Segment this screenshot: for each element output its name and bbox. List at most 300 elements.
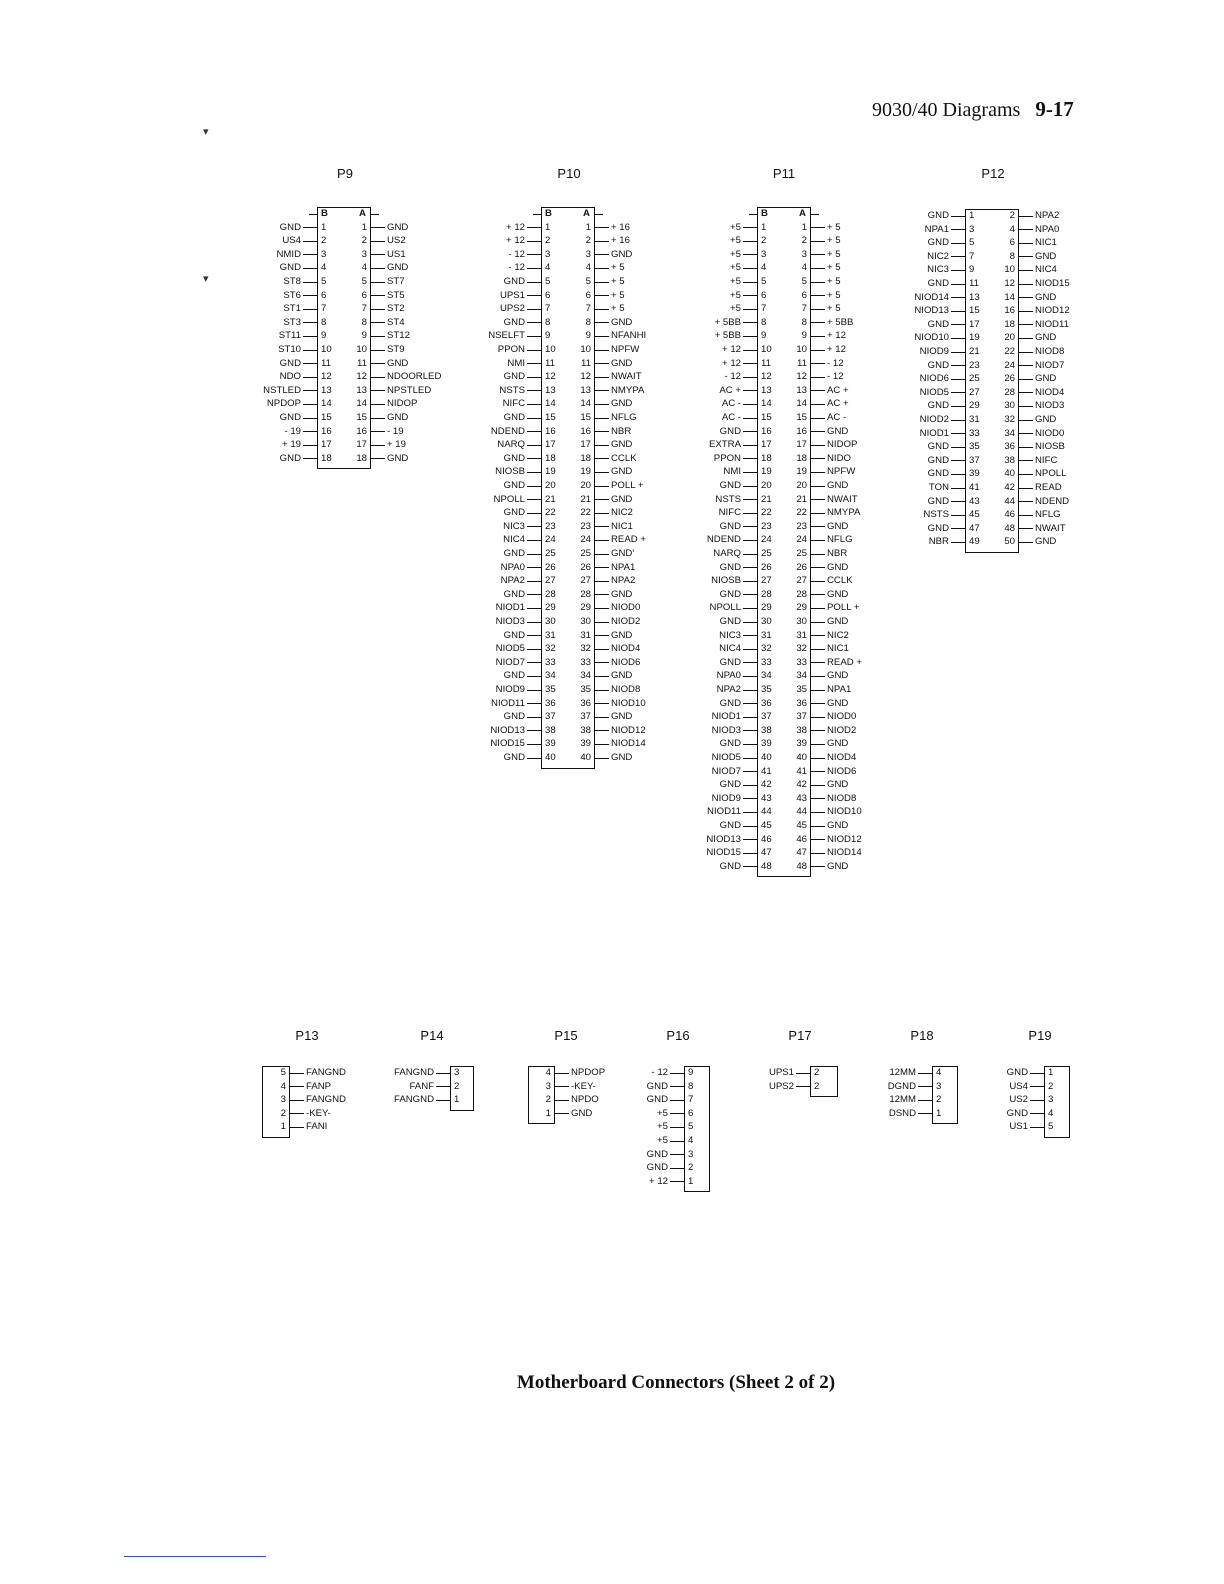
pin-signal-right: GND (827, 697, 849, 709)
pin-number-left: 13 (761, 384, 772, 396)
pin-signal-left: NIOSB (495, 466, 525, 478)
lead-line (1019, 243, 1033, 244)
pin-number-left: 14 (545, 398, 556, 410)
pin-number: 2 (814, 1080, 820, 1092)
lead-line (811, 703, 825, 704)
pin-signal-right: ST12 (387, 330, 410, 342)
pin-number-right: 39 (796, 738, 807, 750)
pin-row (0, 236, 1224, 250)
pin-number-left: 38 (761, 724, 772, 736)
pin-number-right: 15 (580, 412, 591, 423)
pin-signal-right: NIC2 (611, 507, 633, 519)
pin-signal-right: + 12 (827, 330, 846, 342)
pin-signal-left: NPA0 (500, 561, 525, 573)
column-label-b: B (545, 208, 552, 219)
pin-signal-left: NDEND (490, 425, 525, 437)
lead-line (670, 1154, 684, 1155)
pin-signal: DGND (887, 1080, 916, 1092)
pin-number-left: 10 (545, 344, 556, 355)
pin-signal-right: + 5 (827, 235, 841, 247)
lead-line (743, 717, 757, 718)
pin-row (0, 372, 1224, 386)
pin-signal-left: GND (719, 588, 741, 600)
pin-signal-left: GND (503, 548, 525, 559)
pin-signal-left: GND (503, 412, 525, 423)
pin-signal-left: NPA2 (716, 684, 741, 695)
pin-signal-left: NIOD1 (711, 711, 741, 723)
pin-signal-left: GND (503, 316, 525, 328)
pin-number-right: 5 (801, 276, 807, 287)
page-number: 9-17 (1035, 97, 1074, 121)
pin-number-right: 48 (1004, 522, 1015, 534)
pin-signal-right: - 19 (387, 425, 404, 437)
pin-signal-left: GND (927, 359, 949, 371)
lead-line (1019, 542, 1033, 543)
pin-number-right: 2 (585, 235, 591, 247)
pin-signal: -KEY- (306, 1107, 331, 1119)
pin-number-left: 10 (321, 344, 332, 355)
lead-line (670, 1168, 684, 1169)
pin-signal-left: NIOD14 (914, 291, 949, 303)
pin-row (0, 860, 1224, 874)
pin-signal: +5 (657, 1135, 668, 1146)
pin-number-right: 37 (796, 711, 807, 723)
pin-signal-right: NIC4 (1035, 264, 1057, 276)
pin-number: 7 (688, 1094, 694, 1106)
pin-number-left: 2 (545, 235, 551, 247)
pin-number-left: 3 (321, 248, 327, 260)
pin-number: 8 (688, 1080, 694, 1092)
pin-number-right: 7 (801, 303, 807, 315)
connector-title: P13 (295, 1028, 319, 1043)
pin-signal-right: AC + (827, 384, 849, 396)
pin-number: 3 (280, 1094, 286, 1106)
pin-signal-right: ST5 (387, 289, 405, 301)
pin-number-right: 30 (580, 616, 591, 627)
pin-number-left: 27 (969, 386, 980, 398)
connector-title: P16 (666, 1028, 690, 1043)
pin-signal-right: US1 (387, 248, 406, 260)
connector-title: P18 (910, 1028, 934, 1043)
pin-number-right: 6 (801, 289, 807, 301)
lead-line (1019, 284, 1033, 285)
pin-signal: -KEY- (571, 1080, 596, 1092)
pin-number-right: 18 (796, 452, 807, 464)
lead-line (811, 554, 825, 555)
pin-signal-left: GND (719, 860, 741, 872)
pin-signal-right: NPFW (611, 344, 640, 355)
pin-number-right: 24 (1004, 359, 1015, 371)
pin-signal-right: ST7 (387, 276, 405, 287)
pin-signal-left: NIOD15 (706, 847, 741, 859)
pin-signal: NPDOP (571, 1067, 606, 1078)
pin-row (0, 495, 1224, 509)
pin-number-right: 42 (796, 779, 807, 791)
pin-signal-left: GND (279, 452, 301, 464)
pin-number-left: 7 (321, 303, 327, 315)
pin-signal-left: - 12 (508, 248, 525, 260)
pin-row (0, 209, 1224, 223)
pin-number-left: 17 (545, 439, 556, 451)
pin-number-left: 7 (545, 303, 551, 315)
column-label-a: A (799, 208, 806, 219)
pin-signal-right: NIOD0 (1035, 427, 1065, 439)
pin-number-left: 33 (969, 427, 980, 439)
pin-signal-right: NBR (827, 548, 848, 559)
pin-number-left: 23 (545, 520, 556, 532)
pin-number-right: 5 (361, 276, 367, 287)
lead-line (811, 744, 825, 745)
pin-row (0, 467, 1224, 481)
pin-number-left: 39 (761, 738, 772, 750)
pin-signal-left: NIC4 (503, 534, 525, 546)
connector-title: P10 (557, 166, 581, 181)
lead-line (811, 567, 825, 568)
pin-row (0, 386, 1224, 400)
pin-signal-left: GND (719, 697, 741, 709)
pin-signal-left: +5 (730, 221, 741, 233)
pin-signal-right: + 19 (387, 439, 406, 451)
column-label-b: B (321, 208, 328, 219)
pin-signal-right: NIOD0 (827, 711, 857, 723)
pin-signal-right: NIOD2 (827, 724, 857, 736)
pin-signal-left: ST3 (283, 316, 301, 328)
pin-signal-right: + 5 (827, 289, 841, 301)
pin-number-left: 17 (761, 439, 772, 451)
pin-number-right: 8 (1009, 250, 1015, 262)
lead-line (1019, 352, 1033, 353)
pin-number-right: 4 (361, 262, 367, 274)
pin-signal-right: NPA2 (1035, 210, 1060, 221)
pin-number-left: 28 (545, 588, 556, 600)
pin-number-right: 33 (796, 656, 807, 668)
lead-line (1019, 229, 1033, 230)
pin-number-left: 27 (761, 575, 772, 587)
pin-row (0, 454, 1224, 468)
pin-signal-left: GND (503, 276, 525, 287)
pin-number-right: 46 (796, 833, 807, 845)
pin-signal-right: GND (611, 466, 633, 478)
pin-signal-left: +5 (730, 303, 741, 315)
pin-signal-left: NIOSB (711, 575, 741, 587)
pin-signal: UPS1 (768, 1067, 794, 1078)
pin-signal-right: + 5 (827, 303, 841, 315)
pin-signal-right: GND (827, 779, 849, 791)
pin-signal-right: + 5 (611, 262, 625, 274)
pin-signal-right: + 5 (827, 276, 841, 287)
pin-signal-left: + 12 (506, 235, 525, 247)
pin-signal-right: NIC1 (827, 643, 849, 655)
pin-signal-left: NIC3 (503, 520, 525, 532)
pin-number-right: 10 (796, 344, 807, 355)
pin-number-left: 19 (761, 466, 772, 478)
pin-signal: US1 (1009, 1121, 1028, 1133)
pin-signal-left: GND (719, 520, 741, 532)
pin-number-right: 33 (580, 656, 591, 668)
pin-number-left: 23 (761, 520, 772, 532)
pin-signal-right: NIOD6 (827, 765, 857, 777)
pin-signal-right: + 5BB (827, 316, 854, 328)
lead-line (811, 771, 825, 772)
pin-signal-left: NDEND (706, 534, 741, 546)
pin-signal-right: NIOD6 (611, 656, 641, 668)
pin-number-left: 37 (969, 454, 980, 466)
pin-signal-right: NPA2 (611, 575, 636, 587)
pin-number-right: 4 (801, 262, 807, 274)
lead-line (951, 365, 965, 366)
pin-number-right: 14 (356, 398, 367, 410)
pin-signal-left: NIOD11 (491, 697, 525, 709)
lead-line (951, 270, 965, 271)
pin-row (0, 629, 1224, 643)
pin-number-left: 8 (545, 316, 551, 328)
pin-signal-right: GND (611, 493, 633, 505)
lead-line (1030, 1113, 1044, 1114)
pin-number-left: 31 (969, 414, 980, 425)
pin-signal-right: GND (827, 670, 849, 682)
pin-number: 3 (1048, 1094, 1054, 1106)
pin-number-right: 14 (796, 398, 807, 410)
pin-signal-right: NIOD8 (611, 684, 641, 695)
pin-number-right: 48 (796, 860, 807, 872)
pin-signal-left: NIOD5 (919, 386, 949, 398)
pin-signal-right: NIOD2 (611, 616, 641, 627)
pin-row (0, 440, 1224, 454)
pin-number-left: 49 (969, 536, 980, 548)
pin-number-left: 47 (761, 847, 772, 859)
pin-number-left: 13 (545, 384, 556, 396)
pin-signal: GND (646, 1162, 668, 1174)
lead-line (951, 488, 965, 489)
lead-line (743, 839, 757, 840)
pin-number-left: 25 (969, 373, 980, 385)
pin-number-right: 2 (1009, 210, 1015, 221)
pin-number-left: 9 (545, 330, 551, 342)
pin-number-left: 1 (761, 221, 767, 233)
lead-line (743, 649, 757, 650)
pin-number-right: 16 (356, 425, 367, 437)
pin-signal-left: GND (279, 357, 301, 369)
pin-row (0, 1066, 1224, 1080)
pin-number-left: 4 (321, 262, 327, 274)
pin-row (0, 765, 1224, 779)
pin-number: 4 (545, 1067, 551, 1078)
pin-number-left: 33 (545, 656, 556, 668)
pin-signal: FANGND (394, 1067, 434, 1078)
pin-number-right: 17 (356, 439, 367, 451)
pin-number-left: 18 (761, 452, 772, 464)
pin-signal-right: NIOD11 (1035, 318, 1069, 330)
pin-signal-left: GND (719, 656, 741, 668)
pin-number-right: 23 (580, 520, 591, 532)
pin-number-left: 22 (545, 507, 556, 519)
pin-signal-left: + 12 (506, 221, 525, 233)
pin-signal-left: NIOD1 (495, 602, 525, 614)
pin-number-right: 29 (580, 602, 591, 614)
pin-number: 3 (454, 1067, 460, 1078)
pin-row (0, 778, 1224, 792)
pin-signal-left: NIC3 (927, 264, 949, 276)
pin-row (0, 508, 1224, 522)
pin-number: 2 (814, 1067, 820, 1078)
pin-signal-left: NIOD9 (495, 684, 525, 695)
pin-signal: NPDO (571, 1094, 599, 1106)
lead-line (743, 812, 757, 813)
pin-row (0, 1080, 1224, 1094)
pin-signal-left: UPS1 (499, 289, 525, 301)
pin-row (0, 792, 1224, 806)
pin-signal-right: NIOD4 (611, 643, 641, 655)
pin-row (0, 250, 1224, 264)
pin-number-right: 9 (801, 330, 807, 342)
pin-number-left: 32 (545, 643, 556, 655)
pin-row (0, 1093, 1224, 1107)
pin-number-right: 14 (1004, 291, 1015, 303)
pin-signal-left: ST11 (278, 330, 301, 342)
pin-signal-left: NARQ (497, 439, 525, 451)
pin-number-right: 22 (580, 507, 591, 519)
pin-number-right: 24 (796, 534, 807, 546)
lead-line (951, 216, 965, 217)
pin-signal-right: GND (611, 316, 633, 328)
pin-signal-right: GND (611, 588, 633, 600)
lead-line (951, 229, 965, 230)
pin-number-right: 25 (580, 548, 591, 559)
pin-number-left: 5 (321, 276, 327, 287)
pin-signal-left: NIC4 (719, 643, 741, 655)
pin-signal: GND (646, 1094, 668, 1106)
lead-line (1019, 433, 1033, 434)
pin-number-right: 21 (796, 493, 807, 505)
pin-number-left: 33 (761, 656, 772, 668)
pin-number-left: 14 (761, 398, 772, 410)
pin-number: 1 (688, 1175, 694, 1187)
pin-number-left: 16 (761, 425, 772, 437)
lead-line (811, 594, 825, 595)
lead-line (811, 717, 825, 718)
pin-signal: US4 (1009, 1080, 1028, 1092)
pin-signal-left: NPOLL (493, 493, 525, 505)
lead-line (951, 460, 965, 461)
pin-row (0, 683, 1224, 697)
pin-number-right: 32 (796, 643, 807, 655)
pin-row (0, 1120, 1224, 1134)
pin-signal-right: - 12 (827, 371, 844, 383)
pin-number-right: 8 (801, 316, 807, 328)
pin-signal-left: GND (927, 318, 949, 330)
pin-signal-left: GND (503, 711, 525, 723)
pin-signal-right: NIOD3 (1035, 400, 1065, 412)
pin-signal-left: AC - (721, 398, 741, 410)
pin-row (0, 1134, 1224, 1148)
pin-number-left: 26 (545, 561, 556, 573)
pin-number-right: 36 (1004, 441, 1015, 453)
lead-line (811, 730, 825, 731)
pin-number-left: 5 (969, 237, 975, 249)
pin-signal-left: NIOD7 (711, 765, 741, 777)
pin-signal-right: NIOD14 (827, 847, 862, 859)
pin-signal-left: + 12 (722, 357, 741, 369)
pin-number: 1 (936, 1107, 942, 1119)
pin-number-right: 28 (580, 588, 591, 600)
pin-number-left: 10 (761, 344, 772, 355)
pin-row (0, 359, 1224, 373)
pin-signal-left: NIFC (718, 507, 741, 519)
lead-line (743, 744, 757, 745)
pin-number-left: 2 (761, 235, 767, 247)
pin-number-right: 19 (580, 466, 591, 478)
pin-number-right: 25 (796, 548, 807, 559)
pin-signal-right: READ + (611, 534, 646, 546)
pin-signal-right: GND (611, 248, 633, 260)
pin-signal-left: GND (503, 452, 525, 464)
pin-signal-right: GND (611, 670, 633, 682)
pin-signal-left: NIOD7 (495, 656, 525, 668)
pin-signal-left: NIOD6 (919, 373, 949, 385)
pin-number-right: 15 (796, 412, 807, 423)
lead-line (951, 528, 965, 529)
pin-signal: GND (1006, 1067, 1028, 1078)
pin-number-left: 1 (545, 221, 551, 233)
pin-signal-left: NIOD5 (711, 752, 741, 763)
pin-number-right: 10 (356, 344, 367, 355)
pin-row (0, 615, 1224, 629)
pin-number-left: 31 (545, 629, 556, 641)
pin-signal-right: NDEND (1035, 495, 1070, 507)
pin-number-right: 18 (580, 452, 591, 464)
pin-number-left: 38 (545, 724, 556, 736)
pin-signal: DSND (888, 1107, 916, 1119)
lead-line (1019, 338, 1033, 339)
pin-signal-right: NWAIT (1035, 522, 1066, 534)
lead-line (743, 662, 757, 663)
pin-signal-right: NIOD12 (827, 833, 862, 845)
pin-signal-right: GND (1035, 536, 1057, 548)
pin-signal-left: GND (927, 454, 949, 466)
pin-number-right: 30 (796, 616, 807, 627)
pin-signal-left: GND (503, 629, 525, 641)
lead-line (743, 826, 757, 827)
pin-row (0, 413, 1224, 427)
pin-number-left: 3 (545, 248, 551, 260)
lead-line (1030, 1127, 1044, 1128)
pin-signal-right: GND (827, 520, 849, 532)
pin-number-left: 6 (321, 289, 327, 301)
pin-signal-left: NIOD11 (707, 806, 741, 818)
lead-line (743, 690, 757, 691)
pin-signal-left: +5 (730, 289, 741, 301)
lead-line (1019, 460, 1033, 461)
pin-signal-right: NIOD0 (611, 602, 641, 614)
pin-number: 5 (1048, 1121, 1054, 1133)
pin-signal-right: NPA1 (611, 561, 636, 573)
pin-signal-left: NSTS (923, 509, 949, 521)
pin-number-left: 43 (969, 495, 980, 507)
pin-signal-left: + 5BB (714, 330, 741, 342)
pin-number-right: 34 (1004, 427, 1015, 439)
pin-number-left: 34 (545, 670, 556, 682)
pin-signal-right: GND (827, 588, 849, 600)
pin-row (0, 522, 1224, 536)
pin-signal-right: ST4 (387, 316, 405, 328)
pin-number-right: 11 (581, 357, 591, 369)
pin-signal: FANP (306, 1080, 332, 1092)
pin-number-left: 20 (761, 480, 772, 491)
pin-number-left: 19 (545, 466, 556, 478)
pin-number: 5 (688, 1121, 694, 1133)
pin-number-left: 40 (761, 752, 772, 763)
pin-signal-right: GND (827, 820, 849, 831)
